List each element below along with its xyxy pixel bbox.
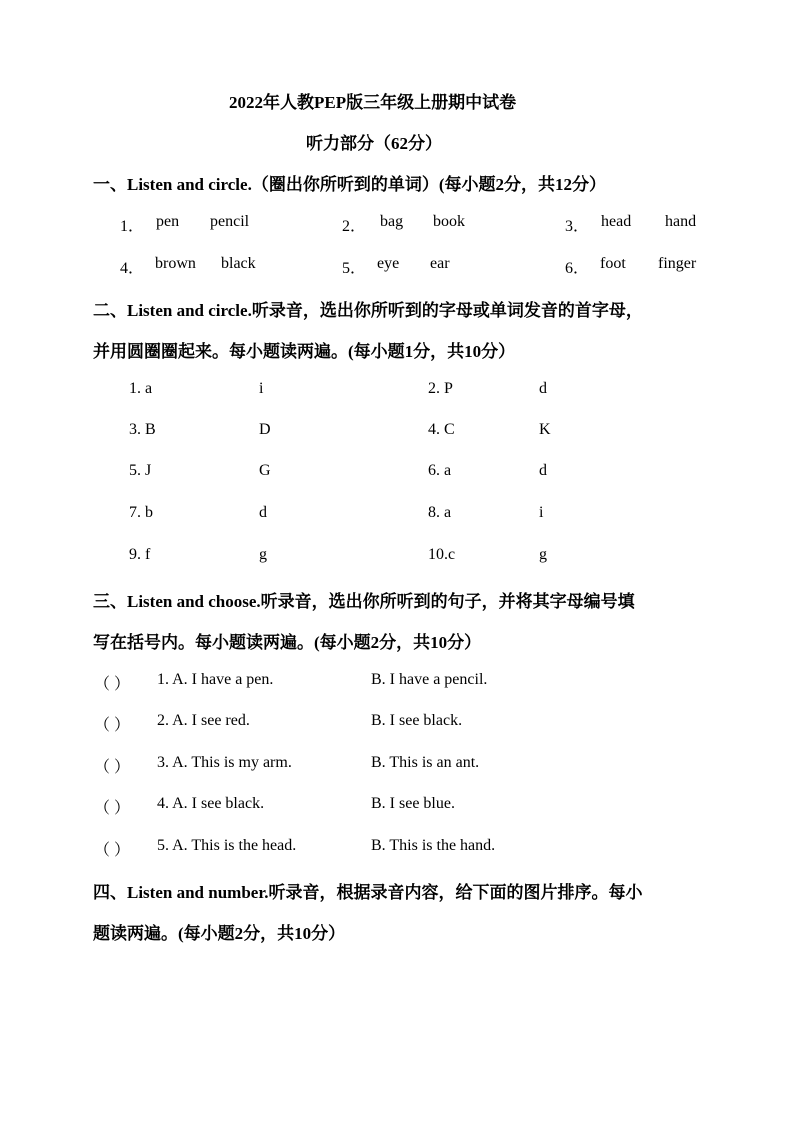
s1-item4-num: 4． [120, 260, 145, 277]
s1-item1-b: pencil [210, 213, 250, 230]
s3-item2-bracket[interactable]: （ ） [94, 717, 131, 734]
s1-item5-b: ear [430, 255, 450, 272]
s1-item1-a: pen [156, 213, 180, 230]
s2-item4-b: K [539, 421, 551, 438]
s1-item6-b: finger [658, 255, 697, 272]
s2-item9-a: 9. f [129, 546, 151, 563]
s3-item4-a: 4. A. I see black. [157, 795, 265, 812]
page-subtitle: 听力部分（62分） [306, 134, 442, 153]
s3-item5-b: B. This is the hand. [371, 837, 496, 854]
section3-heading-line1: 三、Listen and choose.听录音，选出你所听到的句子，并将其字母编号填 [93, 592, 635, 611]
s1-item3-num: 3． [565, 218, 590, 235]
s3-item5-a: 5. A. This is the head. [157, 837, 297, 854]
s3-item4-bracket[interactable]: （ ） [94, 800, 131, 817]
s2-item3-b: D [259, 421, 271, 438]
s3-item1-b: B. I have a pencil. [371, 671, 488, 688]
s2-item10-a: 10.c [428, 546, 456, 563]
s2-item4-a: 4. C [428, 421, 455, 438]
s3-item2-a: 2. A. I see red. [157, 712, 250, 729]
s1-item5-a: eye [377, 255, 400, 272]
s2-item9-b: g [259, 546, 267, 563]
s2-item2-b: d [539, 380, 547, 397]
section3-heading-line2: 写在括号内。每小题读两遍。(每小题2分，共10分） [93, 633, 482, 652]
s1-item2-a: bag [380, 213, 404, 230]
s3-item5-bracket[interactable]: （ ） [94, 842, 131, 859]
s1-item5-num: 5． [342, 260, 367, 277]
s2-item7-b: d [259, 504, 267, 521]
s3-item2-b: B. I see black. [371, 712, 463, 729]
s3-item3-b: B. This is an ant. [371, 754, 480, 771]
s2-item8-b: i [539, 504, 544, 521]
section4-heading-line2: 题读两遍。(每小题2分，共10分） [93, 924, 346, 943]
s1-item6-num: 6． [565, 260, 590, 277]
s2-item6-a: 6. a [428, 462, 452, 479]
page-title: 2022年人教PEP版三年级上册期中试卷 [229, 93, 517, 112]
s1-item2-num: 2． [342, 218, 367, 235]
s2-item1-b: i [259, 380, 264, 397]
s2-item1-a: 1. a [129, 380, 153, 397]
section1-heading: 一、Listen and circle.（圈出你所听到的单词）(每小题2分，共12分） [93, 175, 606, 194]
s2-item10-b: g [539, 546, 547, 563]
s3-item1-bracket[interactable]: （ ） [94, 676, 131, 693]
s2-item6-b: d [539, 462, 547, 479]
section2-heading-line2: 并用圆圈圈起来。每小题读两遍。(每小题1分，共10分） [93, 342, 516, 361]
s1-item1-num: 1． [120, 218, 145, 235]
s1-item4-a: brown [155, 255, 196, 272]
s1-item4-b: black [221, 255, 256, 272]
s2-item5-b: G [259, 462, 271, 479]
s2-item2-a: 2. P [428, 380, 453, 397]
s2-item3-a: 3. B [129, 421, 156, 438]
s1-item2-b: book [433, 213, 465, 230]
s3-item3-bracket[interactable]: （ ） [94, 759, 131, 776]
s3-item4-b: B. I see blue. [371, 795, 455, 812]
s3-item1-a: 1. A. I have a pen. [157, 671, 274, 688]
s3-item3-a: 3. A. This is my arm. [157, 754, 292, 771]
s2-item7-a: 7. b [129, 504, 153, 521]
section2-heading-line1: 二、Listen and circle.听录音，选出你所听到的字母或单词发音的首字母， [93, 301, 643, 320]
s2-item5-a: 5. J [129, 462, 152, 479]
s1-item3-b: hand [665, 213, 697, 230]
s1-item6-a: foot [600, 255, 626, 272]
section4-heading-line1: 四、Listen and number.听录音，根据录音内容，给下面的图片排序。每小 [93, 883, 643, 902]
s1-item3-a: head [601, 213, 632, 230]
s2-item8-a: 8. a [428, 504, 452, 521]
